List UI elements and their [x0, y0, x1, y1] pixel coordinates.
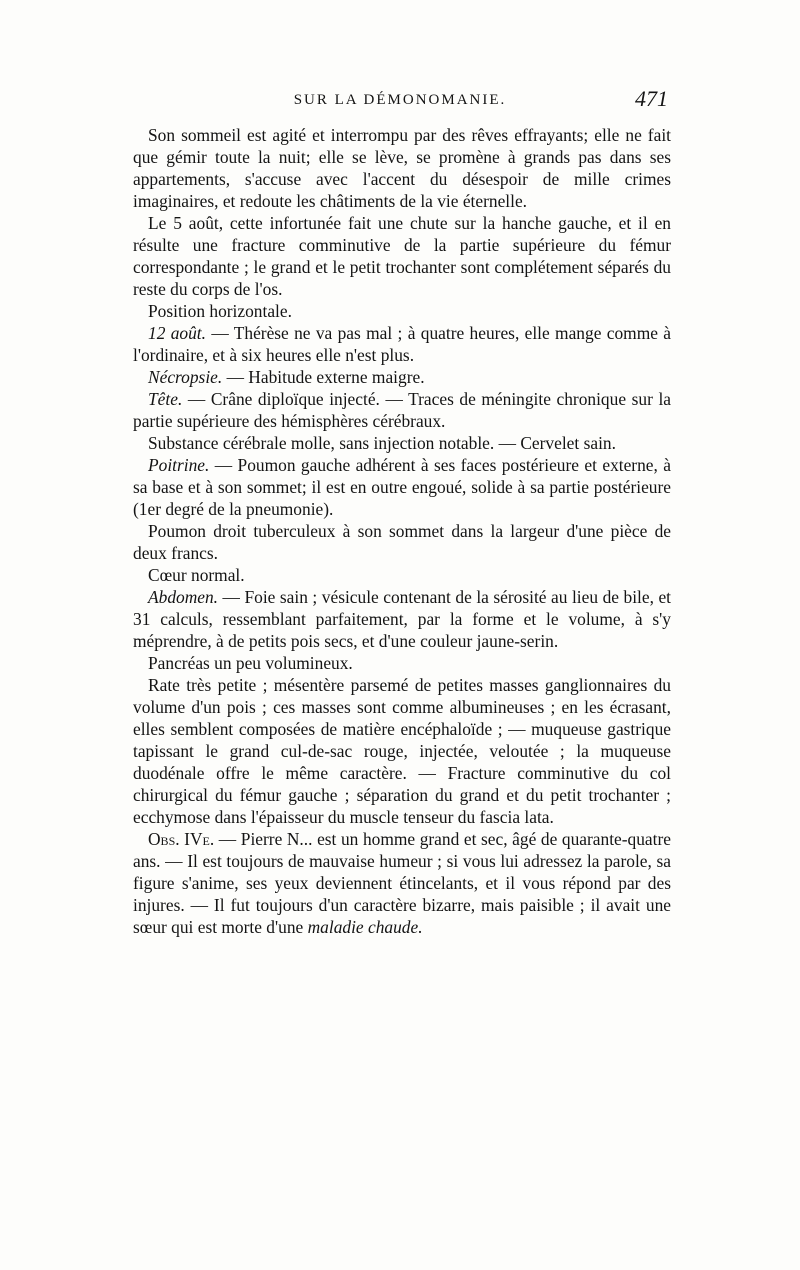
paragraph-lead: Nécropsie.: [148, 367, 223, 387]
paragraph: Substance cérébrale molle, sans injection notable. — Cervelet sain.: [148, 433, 616, 453]
paragraph: Cœur normal.: [148, 565, 245, 585]
paragraph: Le 5 août, cette infortunée fait une chute sur la hanche gauche, et il en résulte une fracture comminutive de la partie supérieure du fémur correspondante ; le grand et le petit trochanter sont complétement séparés du reste du corps de l'os.: [133, 213, 671, 299]
running-title: SUR LA DÉMONOMANIE.: [293, 92, 507, 108]
paragraph-lead: Obs. IVe.: [148, 829, 215, 849]
paragraph: Abdomen. — Foie sain ; vésicule contenant de la sérosité au lieu de bile, et 31 calculs, ressemblant parfaitement, par la forme et le volume, à s'y méprendre, à de petits pois secs, et d'une couleur jaune-serin.: [133, 587, 671, 651]
body-text: [133, 124, 671, 938]
running-head: [0, 86, 800, 116]
paragraph: Tête. — Crâne diploïque injecté. — Traces de méningite chronique sur la partie supérieure des hémisphères cérébraux.: [133, 389, 671, 431]
paragraph: Nécropsie. — Habitude externe maigre.: [148, 367, 425, 387]
paragraph: Position horizontale.: [148, 301, 292, 321]
paragraph: Son sommeil est agité et interrompu par des rêves effrayants; elle ne fait que gémir toute la nuit; elle se lève, se promène à grands pas dans ses appartements, s'accuse avec l'accent du désespoir de mille crimes imaginaires, et redoute les châtiments de la vie éternelle.: [133, 125, 671, 211]
paragraph: Obs. IVe. — Pierre N... est un homme grand et sec, âgé de quarante-quatre ans. — Il est toujours de mauvaise humeur ; si vous lui adressez la parole, sa figure s'anime, ses yeux deviennent étincelants, et il vous répond par des injures. — Il fut toujours d'un caractère bizarre, mais paisible ; il avait une sœur qui est morte d'une maladie chaude.: [133, 829, 671, 937]
paragraph: Pancréas un peu volumineux.: [148, 653, 353, 673]
paragraph: Poumon droit tuberculeux à son sommet dans la largeur d'une pièce de deux francs.: [133, 521, 671, 563]
paragraph-lead: Poitrine.: [148, 455, 210, 475]
paragraph-lead: Abdomen.: [148, 587, 219, 607]
paragraph-tail: maladie chaude.: [307, 917, 423, 937]
page-number: 471: [635, 86, 668, 111]
paragraph-lead: 12 août.: [148, 323, 206, 343]
paragraph: 12 août. — Thérèse ne va pas mal ; à quatre heures, elle mange comme à l'ordinaire, et à six heures elle n'est plus.: [133, 323, 671, 365]
paragraph: Rate très petite ; mésentère parsemé de petites masses ganglionnaires du volume d'un pois ; ces masses sont comme albumineuses ; en les écrasant, elles semblent composées de matière encéphaloïde ; — muqueuse gastrique tapissant le grand cul-de-sac rouge, injectée, veloutée ; la muqueuse duodénale offre le même caractère. — Fracture comminutive du col chirurgical du fémur gauche ; séparation du grand et du petit trochanter ; ecchymose dans l'épaisseur du muscle tenseur du fascia lata.: [133, 675, 671, 827]
paragraph-lead: Tête.: [148, 389, 183, 409]
paragraph: Poitrine. — Poumon gauche adhérent à ses faces postérieure et externe, à sa base et à son sommet; il est en outre engoué, solide à sa partie postérieure (1er degré de la pneumonie).: [133, 455, 671, 519]
